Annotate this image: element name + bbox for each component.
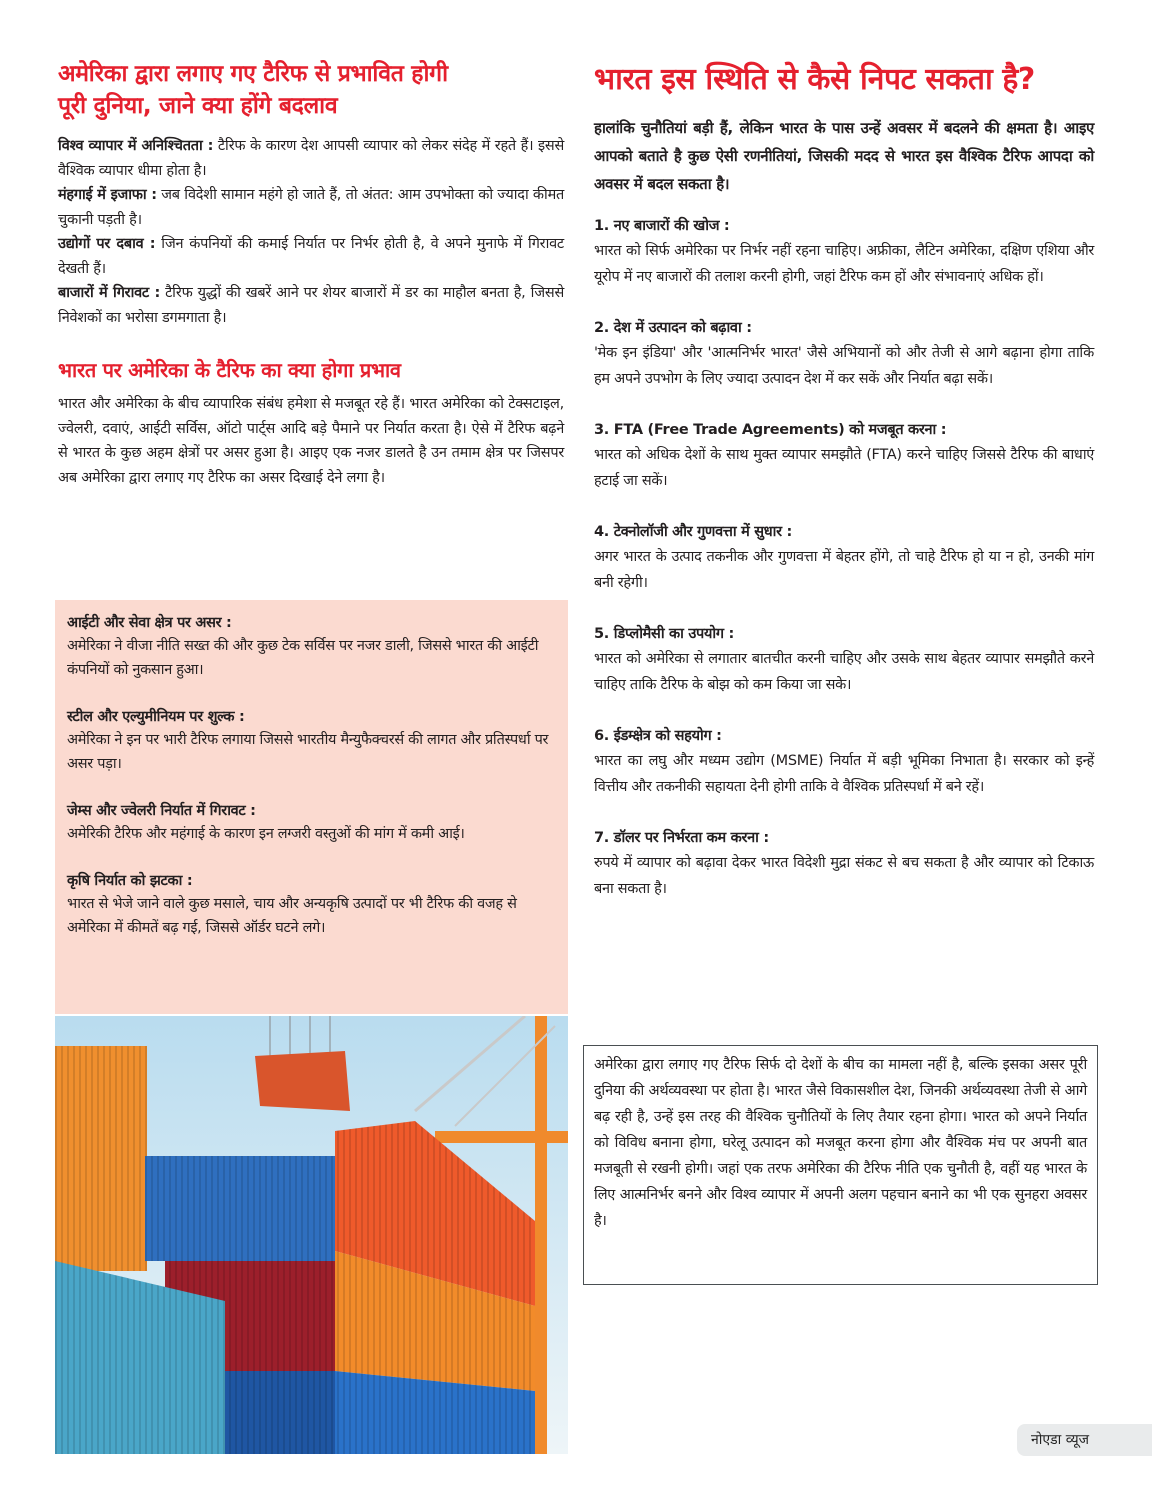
strategy-item (594, 724, 1094, 800)
container-illustration (55, 1016, 568, 1454)
strategy-title: 6. ईडम्क्षेत्र को सहयोग : (594, 728, 722, 744)
strategy-title: 2. देश में उत्पादन को बढ़ावा : (594, 320, 752, 336)
impact-point (58, 134, 564, 183)
impact-point (58, 183, 564, 232)
strategy-item (594, 520, 1094, 596)
sector-impact-box (55, 600, 568, 1014)
sector-item (67, 706, 556, 776)
sector-item-title: आईटी और सेवा क्षेत्र पर असर : (67, 615, 232, 631)
main-heading-line2: पूरी दुनिया, जाने क्या होंगे बदलाव (58, 93, 338, 119)
strategy-title: 1. नए बाजारों की खोज : (594, 218, 730, 234)
strategy-text: भारत को अमेरिका से लगातार बातचीत करनी चाहिए और उसके साथ बेहतर व्यापार समझौते करने चाहिए ताकि टैरिफ के बोझ को कम किया जा सके। (594, 651, 1094, 693)
impact-point-label: बाजारों में गिरावट : (58, 285, 161, 301)
sector-item-title: स्टील और एल्युमीनियम पर शुल्क : (67, 709, 245, 725)
strategy-text: भारत को अधिक देशों के साथ मुक्त व्यापार समझौते (FTA) करने चाहिए जिससे टैरिफ की बाधाएं हटाई जा सकें। (594, 447, 1094, 489)
sector-item-text: अमेरिकी टैरिफ और महंगाई के कारण इन लग्जरी वस्तुओं की मांग में कमी आई। (67, 826, 465, 842)
sector-item (67, 870, 556, 940)
conclusion-box (583, 1045, 1098, 1285)
main-heading (58, 58, 564, 122)
right-column (594, 60, 1094, 902)
impact-point-text: जब विदेशी सामान महंगे हो जाते हैं, तो अंतत: आम उपभोक्ता को ज्यादा कीमत चुकानी पड़ती है। (58, 187, 564, 228)
strategy-heading: भारत इस स्थिति से कैसे निपट सकता है? (594, 62, 1035, 97)
left-column (58, 58, 564, 490)
impact-point-text: जिन कंपनियों की कमाई निर्यात पर निर्भर होती है, वे अपने मुनाफे में गिरावट देखती हैं। (58, 236, 564, 277)
impact-point (58, 232, 564, 281)
shipping-containers-photo (55, 1016, 568, 1454)
publication-tag: नोएडा व्यूज (1017, 1424, 1152, 1456)
sector-item (67, 800, 556, 846)
strategy-item (594, 622, 1094, 698)
strategy-text: 'मेक इन इंडिया' और 'आत्मनिर्भर भारत' जैसे अभियानों को और तेजी से आगे बढ़ाना होगा ताकि हम अपने उपभोग के लिए ज्यादा उत्पादन देश में कर सकें और निर्यात बढ़ा सकें। (594, 345, 1094, 387)
sector-item-title: जेम्स और ज्वेलरी निर्यात में गिरावट : (67, 803, 256, 819)
strategy-item (594, 418, 1094, 494)
strategy-title: 7. डॉलर पर निर्भरता कम करना : (594, 830, 769, 846)
strategy-title: 5. डिप्लोमैसी का उपयोग : (594, 626, 734, 642)
strategy-title: 3. FTA (Free Trade Agreements) को मजबूत करना : (594, 422, 947, 438)
strategy-item (594, 214, 1094, 290)
strategy-text: अगर भारत के उत्पाद तकनीक और गुणवत्ता में बेहतर होंगे, तो चाहे टैरिफ हो या न हो, उनकी मांग बनी रहेगी। (594, 549, 1094, 591)
impact-point-text: टैरिफ के कारण देश आपसी व्यापार को लेकर संदेह में रहते हैं। इससे वैश्विक व्यापार धीमा होता है। (58, 138, 564, 179)
impact-point-label: उद्योगों पर दबाव : (58, 236, 156, 252)
sector-item-text: अमेरिका ने इन पर भारी टैरिफ लगाया जिससे भारतीय मैन्युफैक्चरर्स की लागत और प्रतिस्पर्धा पर असर पड़ा। (67, 732, 549, 772)
strategy-text: भारत को सिर्फ अमेरिका पर निर्भर नहीं रहना चाहिए। अफ्रीका, लैटिन अमेरिका, दक्षिण एशिया और यूरोप में नए बाजारों की तलाश करनी होगी, जहां टैरिफ कम हों और संभावनाएं अधिक हों। (594, 243, 1094, 285)
strategy-text: रुपये में व्यापार को बढ़ावा देकर भारत विदेशी मुद्रा संकट से बच सकता है और व्यापार को टिकाऊ बना सकता है। (594, 855, 1094, 897)
impact-point-label: मंहगाई में इजाफा : (58, 187, 157, 203)
strategy-intro-text: हालांकि चुनौतियां बड़ी हैं, लेकिन भारत के पास उन्हें अवसर में बदलने की क्षमता है। आइए आपको बताते है कुछ ऐसी रणनीतियां, जिसकी मदद से भारत इस वैश्विक टैरिफ आपदा को अवसर में बदल सकता है। (594, 119, 1094, 193)
sector-item (67, 612, 556, 682)
strategy-item (594, 316, 1094, 392)
conclusion-text: अमेरिका द्वारा लगाए गए टैरिफ सिर्फ दो देशों के बीच का मामला नहीं है, बल्कि इसका असर पूरी दुनिया की अर्थव्यवस्था पर होता है। भारत जैसे विकासशील देश, जिनकी अर्थव्यवस्था तेजी से आगे बढ़ रही है, उन्हें इस तरह की वैश्विक चुनौतियों के लिए तैयार रहना होगा। भारत को अपने निर्यात को विविध बनाना होगा, घरेलू उत्पादन को मजबूत करना होगा और वैश्विक मंच पर अपनी बात मजबूती से रखनी होगी। जहां एक तरफ अमेरिका की टैरिफ नीति एक चुनौती है, वहीं यह भारत के लिए आत्मनिर्भर बनने और विश्व व्यापार में अपनी अलग पहचान बनाने का भी एक सुनहरा अवसर है। (594, 1057, 1087, 1229)
sector-item-title: कृषि निर्यात को झटका : (67, 873, 193, 889)
impact-point (58, 281, 564, 330)
india-impact-heading: भारत पर अमेरिका के टैरिफ का क्या होगा प्रभाव (58, 358, 401, 382)
sector-item-text: भारत से भेजे जाने वाले कुछ मसाले, चाय और अन्यकृषि उत्पादों पर भी टैरिफ की वजह से अमेरिका में कीमतें बढ़ गई, जिससे ऑर्डर घटने लगे। (67, 896, 517, 936)
strategy-intro (594, 114, 1094, 198)
sector-item-text: अमेरिका ने वीजा नीति सख्त की और कुछ टेक सर्विस पर नजर डाली, जिससे भारत की आईटी कंपनियों को नुकसान हुआ। (67, 638, 539, 678)
impact-point-text: टैरिफ युद्धों की खबरें आने पर शेयर बाजारों में डर का माहौल बनता है, जिससे निवेशकों का भरोसा डगमगाता है। (58, 285, 564, 326)
strategy-title: 4. टेक्नोलॉजी और गुणवत्ता में सुधार : (594, 524, 792, 540)
india-impact-paragraph: भारत और अमेरिका के बीच व्यापारिक संबंध हमेशा से मजबूत रहे हैं। भारत अमेरिका को टेक्सटाइल, ज्वेलरी, दवाएं, आईटी सर्विस, ऑटो पार्ट्स आदि बड़े पैमाने पर निर्यात करता है। ऐसे में टैरिफ बढ़ने से भारत के कुछ अहम क्षेत्रों पर असर हुआ है। आइए एक नजर डालते है उन तमाम क्षेत्र पर जिसपर अब अमेरिका द्वारा लगाए गए टैरिफ का असर दिखाई देने लगा है। (58, 396, 564, 486)
impact-point-label: विश्व व्यापार में अनिश्चितता : (58, 138, 214, 154)
impact-points (58, 134, 564, 330)
strategy-text: भारत का लघु और मध्यम उद्योग (MSME) निर्यात में बड़ी भूमिका निभाता है। सरकार को इन्हें वित्तीय और तकनीकी सहायता देनी होगी ताकि वे वैश्विक प्रतिस्पर्धा में बने रहें। (594, 753, 1094, 795)
strategy-item (594, 826, 1094, 902)
main-heading-line1: अमेरिका द्वारा लगाए गए टैरिफ से प्रभावित होगी (58, 61, 448, 87)
